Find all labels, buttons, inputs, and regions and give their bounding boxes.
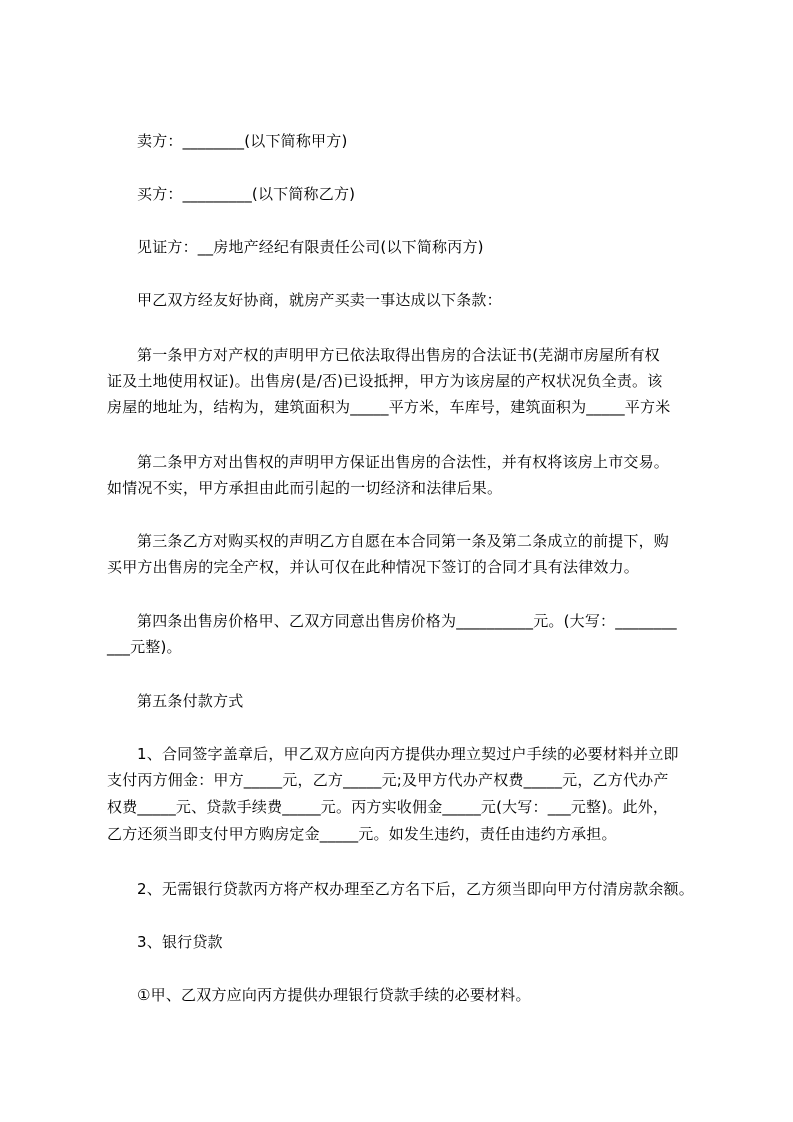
article2-line-1: 第二条甲方对出售权的声明甲方保证出售房的合法性，并有权将该房上市交易。 (137, 453, 670, 471)
clause1-line-2: 支付丙方佣金：甲方_____元，乙方_____元;及甲方代办产权费_____元，乙方代办产 (107, 771, 669, 789)
article1-line-3: 房屋的地址为，结构为，建筑面积为_____平方米，车库号，建筑面积为_____平方米 (107, 398, 671, 416)
clause3-heading: 3、银行贷款 (137, 933, 223, 951)
article3-line-1: 第三条乙方对购买权的声明乙方自愿在本合同第一条及第二条成立的前提下，购 (137, 532, 670, 550)
article1-line-2: 证及土地使用权证)。出售房(是/否)已设抵押，甲方为该房屋的产权状况负全责。该 (107, 372, 663, 390)
article1-line-1: 第一条甲方对产权的声明甲方已依法取得出售房的合法证书(芜湖市房屋所有权 (137, 346, 660, 364)
clause3-item-1: ①甲、乙双方应向丙方提供办理银行贷款手续的必要材料。 (137, 986, 531, 1004)
clause1-line-3: 权费_____元、贷款手续费_____元。丙方实收佣金_____元(大写：___元整)。此外， (107, 798, 669, 816)
article4-line-1: 第四条出售房价格甲、乙双方同意出售房价格为__________元。(大写：________ (137, 612, 677, 630)
article4-line-2: ___元整)。 (107, 638, 182, 656)
witness-line: 见证方：__房地产经纪有限责任公司(以下简称丙方) (137, 238, 484, 256)
buyer-line: 买方：_________(以下简称乙方) (137, 185, 356, 203)
article3-line-2: 买甲方出售房的完全产权，并认可仅在此种情况下签订的合同才具有法律效力。 (107, 558, 640, 576)
clause2-paragraph: 2、无需银行贷款丙方将产权办理至乙方名下后，乙方须当即向甲方付清房款余额。 (137, 880, 694, 898)
intro-paragraph: 甲乙双方经友好协商，就房产买卖一事达成以下条款： (137, 291, 502, 309)
article2-line-2: 如情况不实，甲方承担由此而引起的一切经济和法律后果。 (107, 479, 503, 497)
clause1-line-1: 1、合同签字盖章后，甲乙双方应向丙方提供办理立契过户手续的必要材料并立即 (137, 745, 679, 763)
seller-line: 卖方：________(以下简称甲方) (137, 132, 348, 150)
clause1-line-4: 乙方还须当即支付甲方购房定金_____元。如发生违约，责任由违约方承担。 (107, 825, 617, 843)
article5-title: 第五条付款方式 (137, 692, 244, 710)
